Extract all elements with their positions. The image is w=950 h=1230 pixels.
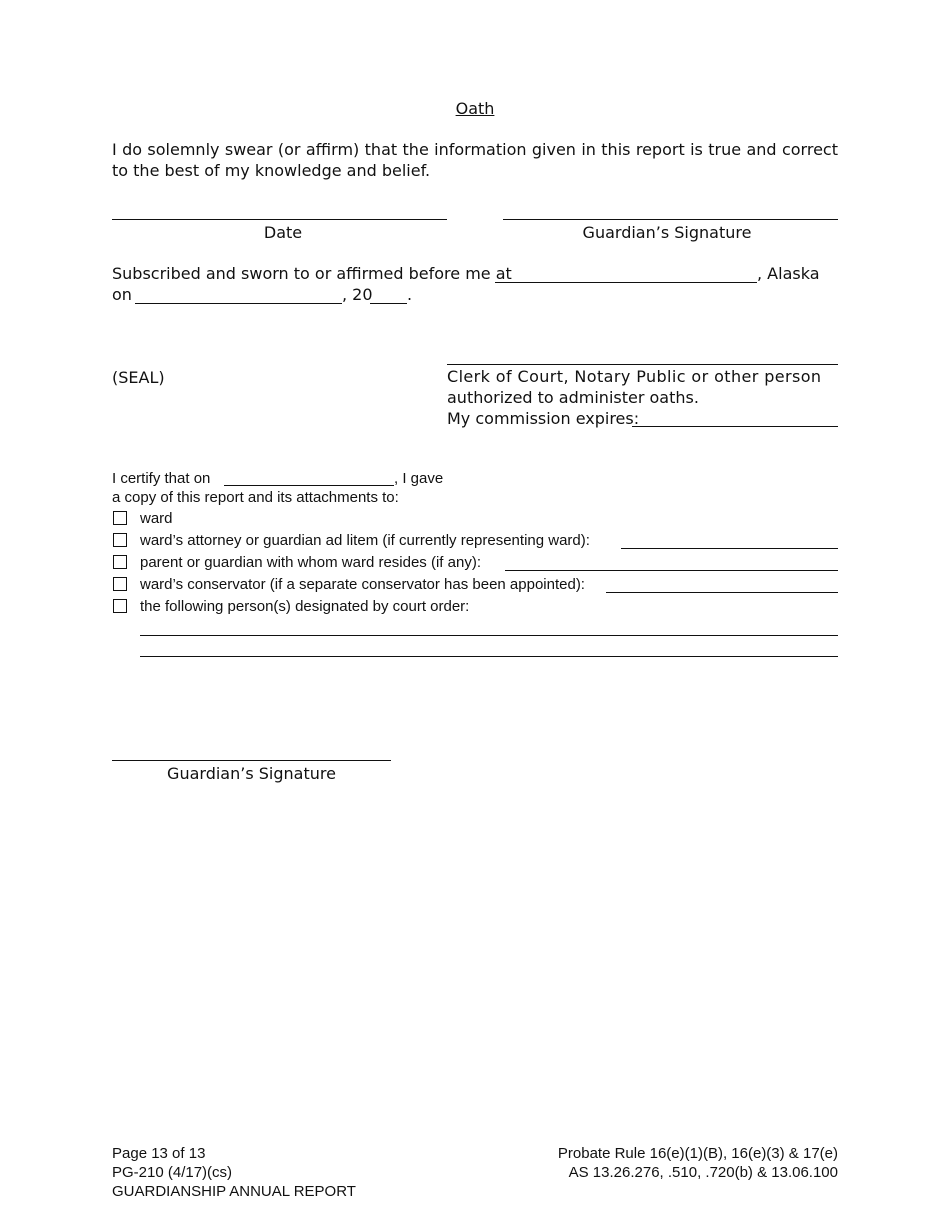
- commission-expires-field[interactable]: [632, 426, 838, 427]
- final-guardian-signature-line[interactable]: [112, 760, 391, 761]
- court-order-field-1[interactable]: [140, 635, 838, 636]
- ward-option-label: ward: [140, 510, 173, 527]
- clerk-title-line2: authorized to administer oaths.: [447, 388, 699, 407]
- parent-option-label: parent or guardian with whom ward resides (if any):: [140, 554, 481, 571]
- date-signature-line[interactable]: [112, 219, 447, 220]
- conservator-name-field[interactable]: [606, 592, 838, 593]
- certify-copy-text: a copy of this report and its attachments to:: [112, 489, 399, 506]
- court-order-checkbox[interactable]: [113, 599, 127, 613]
- parent-checkbox[interactable]: [113, 555, 127, 569]
- date-label: Date: [263, 223, 303, 242]
- footer-form-id: PG-210 (4/17)(cs): [112, 1164, 233, 1181]
- guardian-signature-line[interactable]: [503, 219, 838, 220]
- sworn-state-text: , Alaska: [757, 264, 820, 283]
- final-guardian-signature-label: Guardian’s Signature: [167, 764, 336, 783]
- certify-text: I certify that on: [112, 470, 211, 487]
- oath-heading: Oath: [455, 99, 495, 118]
- sworn-on-text: on: [112, 285, 132, 304]
- sworn-year-field[interactable]: [370, 303, 407, 304]
- footer-form-title: GUARDIANSHIP ANNUAL REPORT: [112, 1183, 356, 1200]
- sworn-year-prefix: , 20: [342, 285, 373, 304]
- sworn-location-text: Subscribed and sworn to or affirmed before me at: [112, 264, 512, 283]
- certify-gave-text: , I gave: [394, 470, 444, 487]
- commission-expires-label: My commission expires:: [447, 409, 640, 428]
- court-order-option-label: the following person(s) designated by court order:: [140, 598, 470, 615]
- guardian-signature-label: Guardian’s Signature: [582, 223, 752, 242]
- sworn-period: .: [407, 285, 413, 304]
- conservator-checkbox[interactable]: [113, 577, 127, 591]
- seal-label: (SEAL): [112, 368, 165, 387]
- clerk-signature-line[interactable]: [447, 364, 838, 365]
- parent-name-field[interactable]: [505, 570, 838, 571]
- conservator-option-label: ward’s conservator (if a separate conservator has been appointed):: [140, 576, 585, 593]
- attorney-option-label: ward’s attorney or guardian ad litem (if currently representing ward):: [140, 532, 590, 549]
- court-order-field-2[interactable]: [140, 656, 838, 657]
- clerk-title-line1: Clerk of Court, Notary Public or other person: [447, 367, 822, 386]
- oath-statement: I do solemnly swear (or affirm) that the information given in this report is true and correct to the best of my knowledge and belief.: [112, 140, 838, 180]
- ward-checkbox[interactable]: [113, 511, 127, 525]
- sworn-location-field[interactable]: [495, 282, 757, 283]
- attorney-name-field[interactable]: [621, 548, 838, 549]
- footer-statute: AS 13.26.276, .510, .720(b) & 13.06.100: [568, 1164, 838, 1181]
- footer-probate-rule: Probate Rule 16(e)(1)(B), 16(e)(3) & 17(e): [557, 1145, 838, 1162]
- attorney-checkbox[interactable]: [113, 533, 127, 547]
- certify-date-field[interactable]: [224, 485, 394, 486]
- sworn-date-field[interactable]: [135, 303, 342, 304]
- footer-page-number: Page 13 of 13: [112, 1145, 206, 1162]
